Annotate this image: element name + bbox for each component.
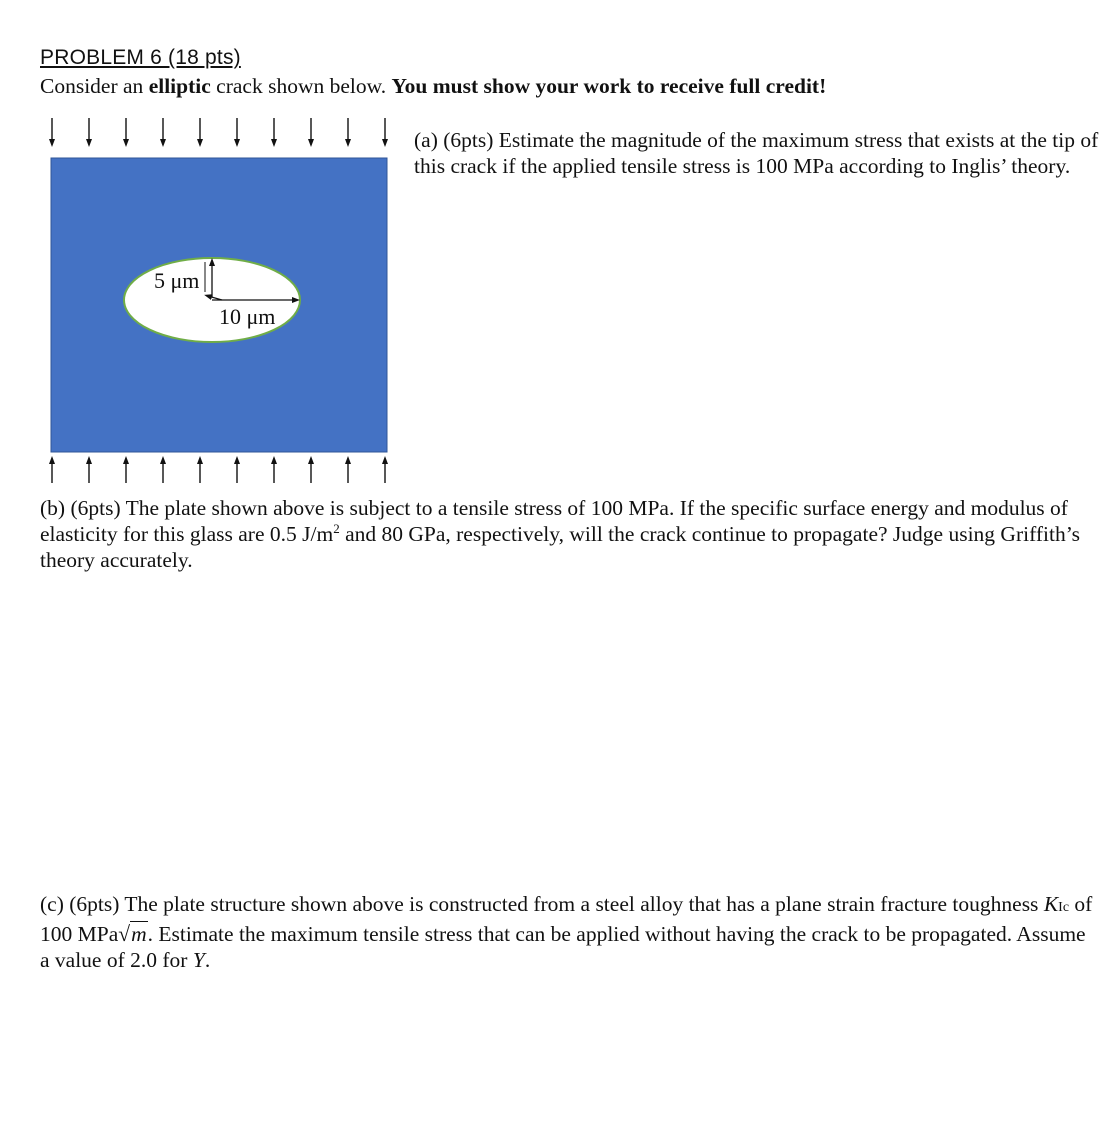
part-c-text-2: of 100 MPa xyxy=(40,892,1093,946)
part-c-text-1: (c) (6pts) The plate structure shown above is constructed from a steel alloy that has a plane strain fracture toughness xyxy=(40,892,1044,916)
sqrt-argument: m xyxy=(131,922,147,946)
part-c-text xyxy=(40,891,1100,973)
part-b-text xyxy=(40,495,1100,573)
part-b-text-2: and 80 GPa, respectively, will the crack continue to propagate? Judge using Griffith’s theory accurately. xyxy=(40,522,1081,572)
y-symbol: Y xyxy=(192,948,205,972)
short-axis-label: 5 μm xyxy=(154,268,200,293)
long-axis-label: 10 μm xyxy=(219,304,276,329)
intro-bold-word: elliptic xyxy=(148,74,211,98)
problem-title: PROBLEM 6 (18 pts) xyxy=(40,46,241,69)
intro-bold-tail: You must show your work to receive full credit! xyxy=(391,74,827,98)
sqrt-symbol: √ xyxy=(118,922,131,946)
k-symbol: K xyxy=(1043,892,1059,916)
part-a-text: (a) (6pts) Estimate the magnitude of the maximum stress that exists at the tip of this crack if the applied tensile stress is 100 MPa according to Inglis’ theory. xyxy=(414,128,1099,178)
sqrt-expression xyxy=(118,921,147,947)
k-subscript: Ic xyxy=(1058,900,1070,915)
part-c-text-4: . xyxy=(204,948,211,972)
part-b-text-1: (b) (6pts) The plate shown above is subject to a tensile stress of 100 MPa. If the specific surface energy and modulus of elasticity for this glass are 0.5 J/m xyxy=(40,496,1068,546)
intro-prefix: Consider an xyxy=(40,74,149,98)
bottom-stress-arrows xyxy=(52,460,385,483)
intro-middle: crack shown below. xyxy=(210,74,392,98)
part-c-text-3: . Estimate the maximum tensile stress that can be applied without having the crack to be propagated. Assume a value of 2.0 for xyxy=(40,922,1086,972)
top-stress-arrows xyxy=(52,118,385,143)
part-b-superscript: 2 xyxy=(333,520,340,536)
crack-figure xyxy=(0,0,410,490)
